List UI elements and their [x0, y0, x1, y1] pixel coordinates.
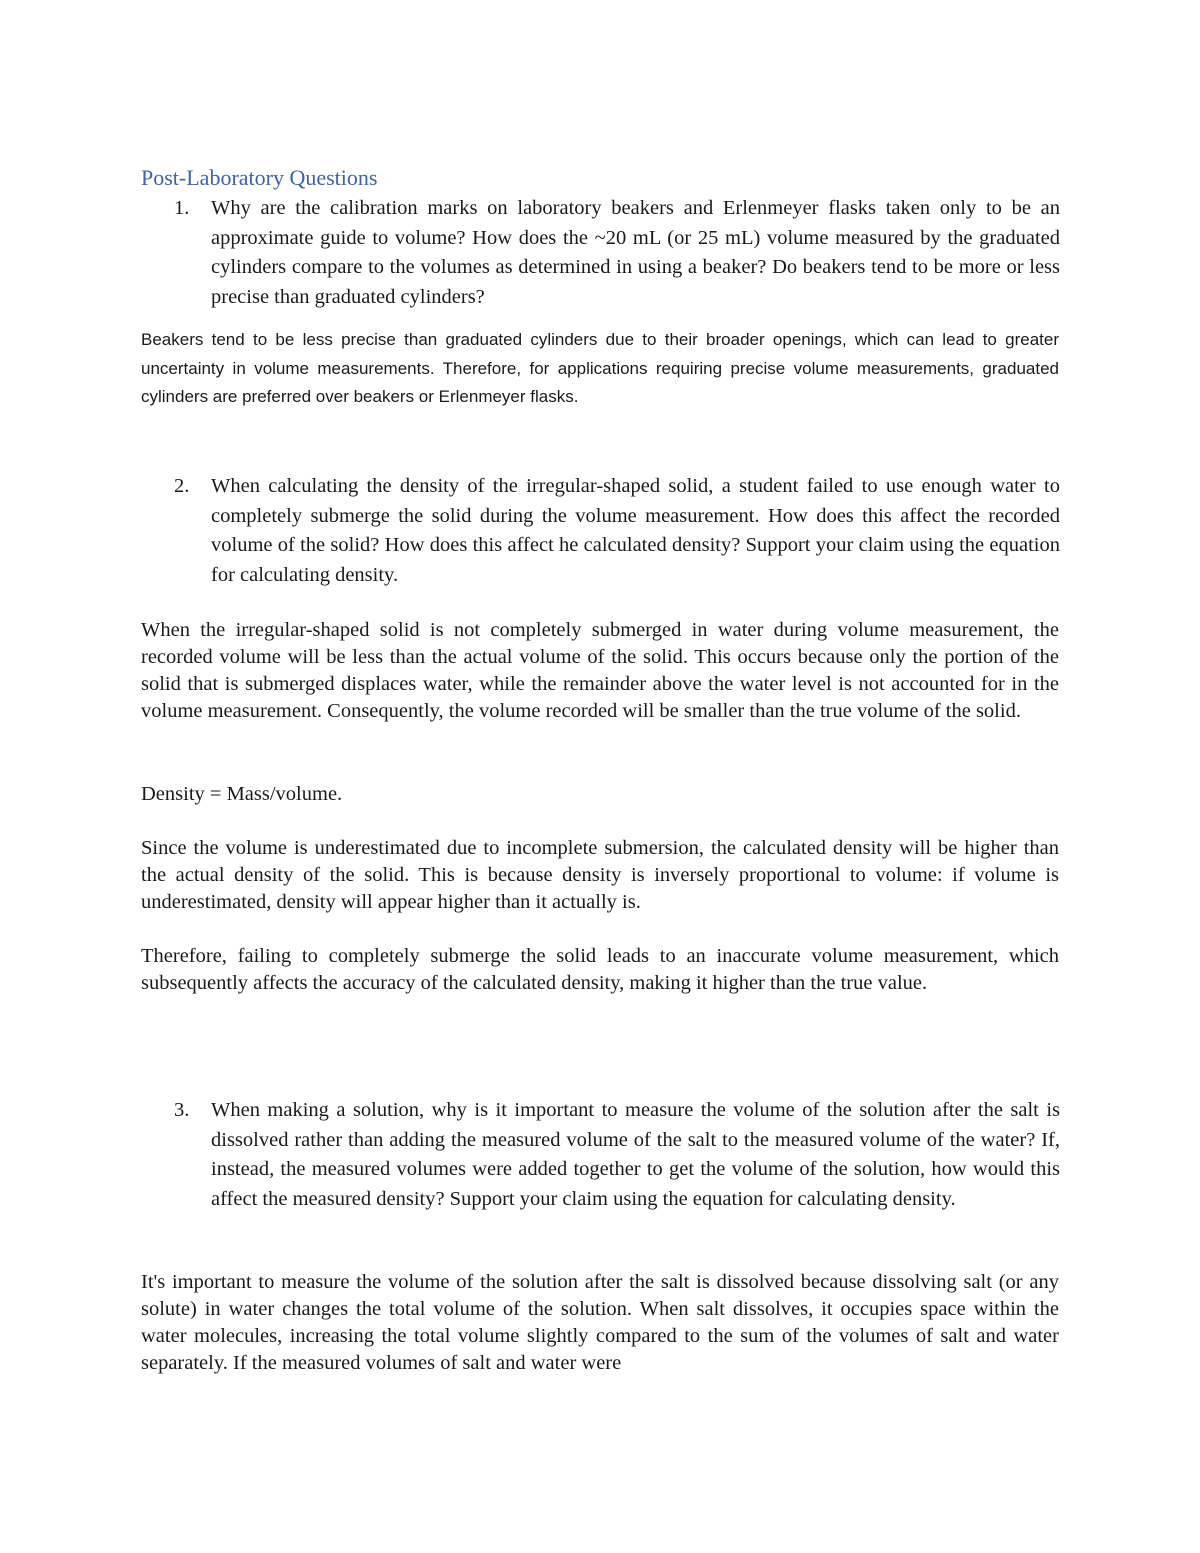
- question-1: [174, 194, 1060, 312]
- question-3: [174, 1096, 1060, 1214]
- density-equation: Density = Mass/volume.: [141, 783, 343, 805]
- question-text: When making a solution, why is it important to measure the volume of the solution after the salt is dissolved rather than adding the measured volume of the salt to the measured volume of the water? If, instead, the measured volumes were added together to get the volume of the solution, how would this affect the measured density? Support your claim using the equation for calculating density.: [211, 1099, 1060, 1210]
- answer-paragraph: Therefore, failing to completely submerge the solid leads to an inaccurate volume measurement, which subsequently affects the accuracy of the calculated density, making it higher than the true value.: [141, 945, 1059, 994]
- answer-paragraph: It's important to measure the volume of the solution after the salt is dissolved because dissolving salt (or any solute) in water changes the total volume of the solution. When salt dissolves, it occupies space within the water molecules, increasing the total volume slightly compared to the sum of the volumes of salt and water separately. If the measured volumes of salt and water were: [141, 1271, 1059, 1374]
- answer-paragraph: Since the volume is underestimated due to incomplete submersion, the calculated density will be higher than the actual density of the solid. This is because density is inversely proportional to volume: if volume is underestimated, density will appear higher than it actually is.: [141, 837, 1059, 913]
- question-text: When calculating the density of the irregular-shaped solid, a student failed to use enough water to completely submerge the solid during the volume measurement. How does this affect the recorded volume of the solid? How does this affect he calculated density? Support your claim using the equation for calculating density.: [211, 475, 1060, 586]
- question-text: Why are the calibration marks on laboratory beakers and Erlenmeyer flasks taken only to be an approximate guide to volume? How does the ~20 mL (or 25 mL) volume measured by the graduated cylinders compare to the volumes as determined in using a beaker? Do beakers tend to be more or less precise than graduated cylinders?: [211, 197, 1060, 308]
- answer-paragraph: When the irregular-shaped solid is not completely submerged in water during volume measurement, the recorded volume will be less than the actual volume of the solid. This occurs because only the portion of the solid that is submerged displaces water, while the remainder above the water level is not accounted for in the volume measurement. Consequently, the volume recorded will be smaller than the true volume of the solid.: [141, 619, 1059, 722]
- question-number: 2.: [174, 475, 190, 497]
- question-2: [174, 472, 1060, 590]
- section-heading: Post-Laboratory Questions: [141, 165, 378, 190]
- question-number: 3.: [174, 1099, 190, 1121]
- question-number: 1.: [174, 197, 190, 219]
- answer-paragraph: Beakers tend to be less precise than graduated cylinders due to their broader openings, which can lead to greater uncertainty in volume measurements. Therefore, for applications requiring precise volume measurements, graduated cylinders are preferred over beakers or Erlenmeyer flasks.: [141, 330, 1059, 406]
